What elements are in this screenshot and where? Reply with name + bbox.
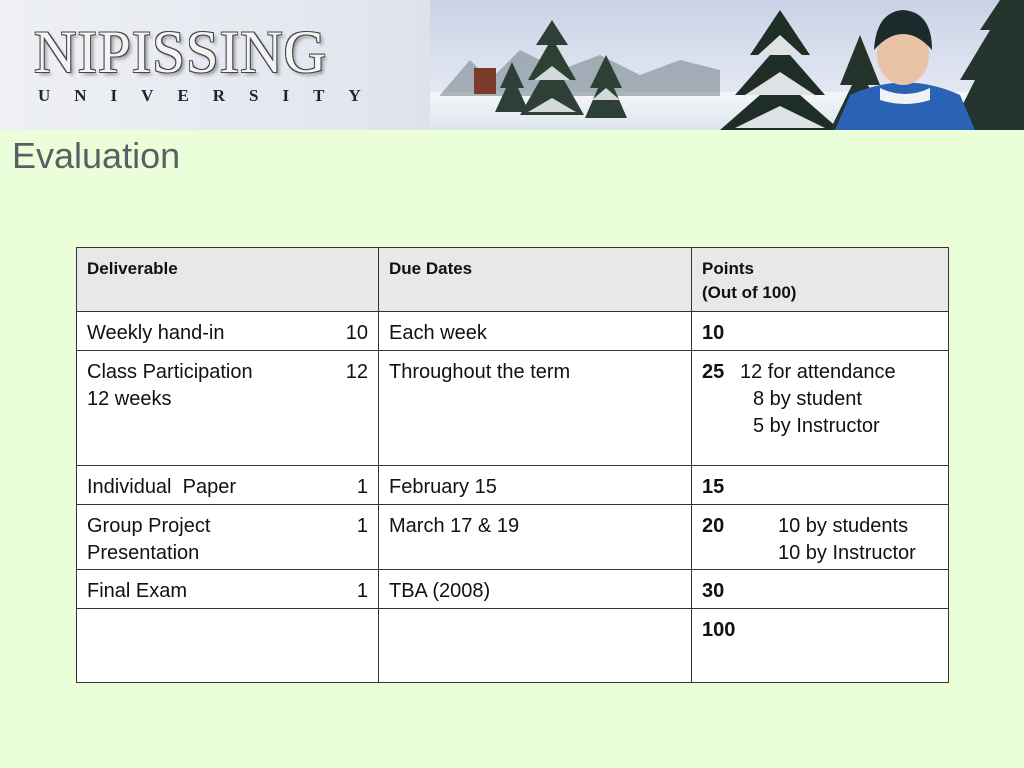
points-breakdown [740,359,896,440]
header-points-line1: Points [702,259,754,278]
slide-title: Evaluation [12,135,181,176]
university-logo-wordmark: NIPISSING [34,19,328,85]
empty-cell [77,609,379,683]
table-row [77,570,949,609]
points-value: 20 [702,515,725,537]
deliverable-cell [77,312,379,351]
deliverable-cell [77,570,379,609]
points-breakdown [778,513,916,567]
points-value: 30 [702,580,725,602]
due-date-cell: February 15 [379,466,692,505]
deliverable-detail: Presentation [87,542,200,564]
deliverable-count: 1 [356,515,368,537]
header-banner [0,0,1024,130]
deliverable-count: 12 [345,361,368,383]
header-points [692,248,949,312]
table-row [77,312,949,351]
points-note: 10 by students [778,515,909,537]
points-total-cell [692,609,949,683]
empty-cell [379,609,692,683]
points-cell [692,351,949,466]
deliverable-name: Final Exam [87,580,188,602]
deliverable-name: Individual Paper [87,476,236,498]
points-note: 10 by Instructor [778,542,916,564]
due-date-cell: Throughout the term [379,351,692,466]
points-cell [692,466,949,505]
deliverable-count: 1 [356,476,368,498]
points-note: 8 by student [753,388,862,410]
header-deliverable: Deliverable [77,248,379,312]
deliverable-cell [77,466,379,505]
points-total: 100 [702,619,736,641]
deliverable-name: Group Project [87,515,211,537]
deliverable-detail: 12 weeks [87,388,172,410]
points-note: 12 for attendance [740,361,896,383]
deliverable-name: Weekly hand-in [87,322,225,344]
points-value: 25 [702,361,725,383]
deliverable-cell [77,351,379,466]
university-logo-subtitle: UNIVERSITY [38,86,385,105]
evaluation-table [76,247,949,683]
table-row [77,505,949,570]
table-header-row [77,248,949,312]
table-row [77,351,949,466]
points-cell [692,312,949,351]
deliverable-name: Class Participation [87,361,253,383]
points-note: 5 by Instructor [753,415,880,437]
due-date-cell: March 17 & 19 [379,505,692,570]
table-row [77,466,949,505]
deliverable-count: 1 [356,580,368,602]
deliverable-cell [77,505,379,570]
points-value: 10 [702,322,725,344]
points-cell [692,505,949,570]
due-date-cell: TBA (2008) [379,570,692,609]
deliverable-count: 10 [345,322,368,344]
due-date-cell: Each week [379,312,692,351]
table-row-total [77,609,949,683]
points-value: 15 [702,476,725,498]
points-cell [692,570,949,609]
header-points-line2: (Out of 100) [702,283,797,302]
header-due-dates: Due Dates [379,248,692,312]
